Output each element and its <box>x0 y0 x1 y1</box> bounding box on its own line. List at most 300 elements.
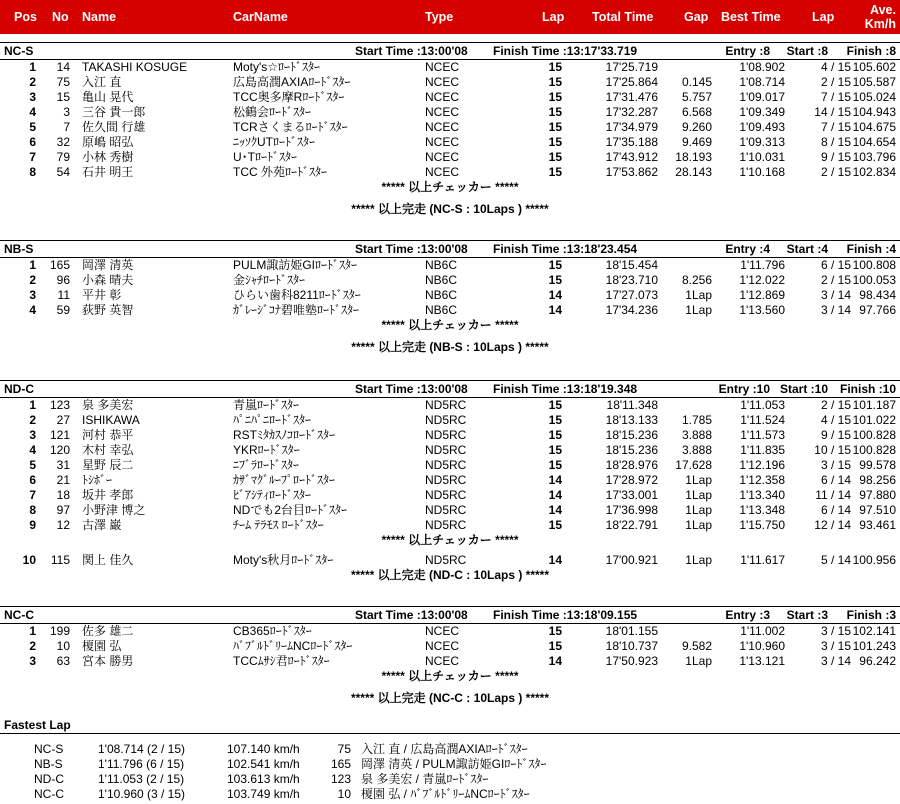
class-header-bar <box>0 42 900 60</box>
cell-lapof: 8 / 15 <box>820 135 851 149</box>
cell-best: 1'12.358 <box>739 473 785 487</box>
cell-kmh: 104.654 <box>852 135 896 149</box>
finish-time: Finish Time :13:18'23.454 <box>493 242 638 256</box>
fastest-speed: 107.140 km/h <box>227 742 300 756</box>
result-row <box>0 624 900 639</box>
cell-best: 1'11.053 <box>740 398 785 412</box>
cell-name: 小森 晴夫 <box>82 273 134 287</box>
cell-pos: 3 <box>29 428 36 442</box>
cell-type: NB6C <box>425 258 458 272</box>
cell-no: 32 <box>56 135 70 149</box>
header-gap: Gap <box>684 10 709 24</box>
cell-type: NCEC <box>425 639 460 653</box>
entry-count: Entry :8 <box>725 44 770 58</box>
cell-no: 96 <box>56 273 70 287</box>
cell-pos: 7 <box>29 150 36 164</box>
cell-gap: 0.145 <box>681 75 712 89</box>
cell-total: 17'53.862 <box>605 165 658 179</box>
cell-kmh: 102.834 <box>852 165 896 179</box>
cell-type: NCEC <box>425 75 460 89</box>
cell-total: 17'28.972 <box>605 473 658 487</box>
cell-total: 18'22.791 <box>605 518 658 532</box>
fastest-time: 1'08.714 (2 / 15) <box>98 742 186 756</box>
result-row <box>0 553 900 568</box>
cell-best: 1'11.835 <box>740 443 785 457</box>
cell-lapof: 7 / 15 <box>820 90 851 104</box>
cell-lap: 14 <box>548 473 562 487</box>
cell-no: 63 <box>56 654 70 668</box>
cell-no: 27 <box>56 413 70 427</box>
cell-lap: 14 <box>548 654 562 668</box>
class-name: ND-C <box>4 382 34 396</box>
start-time: Start Time :13:00'08 <box>355 608 468 622</box>
cell-name: 平井 彰 <box>82 288 122 302</box>
cell-name: 佐多 雄二 <box>82 624 134 638</box>
cell-pos: 4 <box>29 105 36 119</box>
cell-total: 17'25.864 <box>605 75 658 89</box>
cell-total: 18'01.155 <box>605 624 658 638</box>
cell-car: CB365ﾛｰﾄﾞｽﾀｰ <box>233 624 312 638</box>
cell-total: 18'11.348 <box>606 398 658 412</box>
fastest-driver: 榎園 弘 / ﾊﾞﾌﾞﾙﾄﾞﾘｰﾑNCﾛｰﾄﾞｽﾀｰ <box>361 787 530 801</box>
fastest-time: 1'11.796 (6 / 15) <box>98 757 185 771</box>
class-header-bar <box>0 606 900 624</box>
cell-type: NCEC <box>425 120 460 134</box>
cell-best: 1'09.349 <box>739 105 785 119</box>
fastest-car-no: 75 <box>337 742 351 756</box>
finish-count: Finish :8 <box>846 44 896 58</box>
cell-car: ﾁｰﾑ ﾃﾗﾓｽ ﾛｰﾄﾞｽﾀｰ <box>233 518 324 532</box>
cell-total: 17'25.719 <box>605 60 658 74</box>
start-time: Start Time :13:00'08 <box>355 382 468 396</box>
cell-lapof: 14 / 15 <box>814 105 851 119</box>
cell-lap: 15 <box>548 624 562 638</box>
cell-pos: 5 <box>29 458 36 472</box>
header-total: Total Time <box>592 10 654 24</box>
cell-lapof: 3 / 14 <box>820 654 851 668</box>
cell-name: 小林 秀樹 <box>82 150 134 164</box>
cell-car: YKRﾛｰﾄﾞｽﾀｰ <box>233 443 300 457</box>
cell-no: 10 <box>56 639 70 653</box>
cell-car: ｶｻﾞﾏｸﾞﾙｰﾌﾟﾛｰﾄﾞｽﾀｰ <box>233 473 336 487</box>
cell-lap: 15 <box>548 150 562 164</box>
cell-lapof: 3 / 14 <box>820 288 851 302</box>
cell-pos: 1 <box>29 398 36 412</box>
cell-lap: 15 <box>548 518 562 532</box>
fastest-car-no: 123 <box>331 772 352 786</box>
start-count: Start :4 <box>786 242 828 256</box>
cell-kmh: 104.943 <box>852 105 896 119</box>
cell-lapof: 12 / 14 <box>814 518 851 532</box>
cell-name: 榎園 弘 <box>82 639 122 653</box>
fastest-lap-row <box>0 787 900 802</box>
cell-no: 123 <box>49 398 70 412</box>
result-row <box>0 443 900 458</box>
cell-no: 54 <box>56 165 70 179</box>
header-type: Type <box>425 10 454 24</box>
cell-lap: 14 <box>548 303 562 317</box>
cell-no: 7 <box>63 120 70 134</box>
cell-car: ﾋﾞｱｼﾃｨﾛｰﾄﾞｽﾀｰ <box>233 488 312 502</box>
finish-time: Finish Time :13:17'33.719 <box>493 44 638 58</box>
cell-lap: 15 <box>548 135 562 149</box>
cell-pos: 2 <box>29 639 36 653</box>
start-time: Start Time :13:00'08 <box>355 242 468 256</box>
cell-type: NCEC <box>425 105 460 119</box>
cell-no: 75 <box>56 75 70 89</box>
cell-lapof: 2 / 15 <box>820 398 851 412</box>
cell-type: NCEC <box>425 60 460 74</box>
cell-lapof: 4 / 15 <box>820 413 851 427</box>
cell-car: U･Tﾛｰﾄﾞｽﾀｰ <box>233 150 297 164</box>
result-row <box>0 105 900 120</box>
cell-kmh: 96.242 <box>859 654 896 668</box>
cell-car: NDでも2台目ﾛｰﾄﾞｽﾀｰ <box>233 503 348 517</box>
cell-car: 松鶴会ﾛｰﾄﾞｽﾀｰ <box>233 105 312 119</box>
cell-kmh: 103.796 <box>852 150 896 164</box>
cell-lapof: 3 / 15 <box>820 624 851 638</box>
header-lap: Lap <box>542 10 565 24</box>
cell-kmh: 102.141 <box>852 624 896 638</box>
cell-kmh: 99.578 <box>859 458 896 472</box>
header-ave <box>858 3 896 31</box>
cell-no: 59 <box>56 303 70 317</box>
cell-name: 小野津 博之 <box>82 503 146 517</box>
cell-best: 1'13.121 <box>739 654 785 668</box>
cell-type: ND5RC <box>425 443 467 457</box>
cell-type: ND5RC <box>425 428 467 442</box>
cell-lap: 15 <box>548 60 562 74</box>
class-header-bar <box>0 240 900 258</box>
cell-gap: 3.888 <box>681 443 712 457</box>
cell-best: 1'12.869 <box>739 288 785 302</box>
cell-pos: 8 <box>29 165 36 179</box>
entry-count: Entry :10 <box>718 382 770 396</box>
cell-name: 三谷 貴一郎 <box>82 105 146 119</box>
cell-total: 17'34.236 <box>605 303 658 317</box>
cell-gap: 1.785 <box>681 413 712 427</box>
cell-type: NCEC <box>425 654 460 668</box>
cell-lap: 15 <box>548 639 562 653</box>
cell-type: NCEC <box>425 624 460 638</box>
cell-total: 17'00.921 <box>605 553 658 567</box>
cell-best: 1'13.560 <box>739 303 785 317</box>
finish-time: Finish Time :13:18'09.155 <box>493 608 638 622</box>
complete-note: ***** 以上完走 (ND-C : 10Laps ) ***** <box>350 568 550 582</box>
cell-gap: 8.256 <box>681 273 712 287</box>
cell-type: ND5RC <box>425 458 467 472</box>
cell-total: 17'33.001 <box>605 488 658 502</box>
cell-best: 1'11.796 <box>740 258 785 272</box>
checker-note: ***** 以上チェッカー ***** <box>381 669 519 683</box>
result-row <box>0 258 900 273</box>
cell-lapof: 3 / 14 <box>820 303 851 317</box>
result-row <box>0 60 900 75</box>
cell-total: 17'27.073 <box>605 288 658 302</box>
cell-best: 1'12.196 <box>739 458 785 472</box>
result-row <box>0 503 900 518</box>
fastest-time: 1'11.053 (2 / 15) <box>98 772 185 786</box>
cell-pos: 6 <box>29 473 36 487</box>
cell-best: 1'15.750 <box>739 518 785 532</box>
fastest-car-no: 165 <box>331 757 352 771</box>
cell-car: TCCﾑｻｼ君ﾛｰﾄﾞｽﾀｰ <box>233 654 330 668</box>
cell-lap: 15 <box>548 75 562 89</box>
result-row <box>0 288 900 303</box>
results-header <box>0 0 900 34</box>
result-row <box>0 273 900 288</box>
cell-lapof: 10 / 15 <box>814 443 851 457</box>
result-row <box>0 639 900 654</box>
cell-gap: 28.143 <box>675 165 712 179</box>
cell-no: 12 <box>56 518 70 532</box>
cell-car: ﾆﾌﾞﾗﾛｰﾄﾞｽﾀｰ <box>233 458 300 472</box>
entry-count: Entry :3 <box>725 608 770 622</box>
cell-car: Moty's☆ﾛｰﾄﾞｽﾀｰ <box>233 60 321 74</box>
class-name: NC-C <box>4 608 34 622</box>
cell-total: 18'15.454 <box>605 258 658 272</box>
finish-time: Finish Time :13:18'19.348 <box>493 382 638 396</box>
cell-lap: 14 <box>548 288 562 302</box>
cell-best: 1'09.017 <box>739 90 785 104</box>
cell-name: 入江 直 <box>82 75 122 89</box>
cell-lap: 15 <box>548 165 562 179</box>
result-row <box>0 473 900 488</box>
cell-pos: 3 <box>29 90 36 104</box>
result-row <box>0 518 900 533</box>
cell-pos: 4 <box>29 303 36 317</box>
cell-no: 18 <box>56 488 70 502</box>
cell-gap: 1Lap <box>685 288 712 302</box>
cell-name: 河村 恭平 <box>82 428 134 442</box>
start-count: Start :3 <box>786 608 828 622</box>
cell-gap: 9.582 <box>681 639 712 653</box>
class-name: NB-S <box>4 242 34 256</box>
cell-kmh: 100.956 <box>852 553 896 567</box>
cell-best: 1'10.031 <box>739 150 785 164</box>
cell-name: 星野 辰二 <box>82 458 134 472</box>
cell-best: 1'11.617 <box>740 553 785 567</box>
cell-lapof: 6 / 14 <box>820 503 851 517</box>
result-row <box>0 165 900 180</box>
cell-name: 岡澤 清英 <box>82 258 134 272</box>
cell-total: 18'23.710 <box>605 273 658 287</box>
checker-note: ***** 以上チェッカー ***** <box>381 180 519 194</box>
result-row <box>0 120 900 135</box>
cell-total: 18'13.133 <box>605 413 658 427</box>
header-best: Best Time <box>721 10 781 24</box>
cell-pos: 10 <box>22 553 36 567</box>
cell-lap: 15 <box>548 120 562 134</box>
cell-no: 14 <box>56 60 70 74</box>
result-row <box>0 90 900 105</box>
cell-name: TAKASHI KOSUGE <box>82 60 188 74</box>
result-row <box>0 398 900 413</box>
cell-best: 1'11.524 <box>740 413 785 427</box>
cell-lap: 15 <box>548 273 562 287</box>
cell-kmh: 97.880 <box>859 488 896 502</box>
result-row <box>0 135 900 150</box>
cell-car: 金ｼｬﾁﾛｰﾄﾞｽﾀｰ <box>233 273 306 287</box>
cell-type: ND5RC <box>425 553 467 567</box>
cell-no: 199 <box>49 624 70 638</box>
cell-kmh: 105.024 <box>852 90 896 104</box>
cell-kmh: 100.808 <box>852 258 896 272</box>
cell-name: ﾄｼﾎﾞｰ <box>82 473 113 487</box>
cell-car: ひらい歯科8211ﾛｰﾄﾞｽﾀｰ <box>233 288 361 302</box>
cell-no: 79 <box>56 150 70 164</box>
cell-lap: 15 <box>548 443 562 457</box>
cell-lapof: 9 / 15 <box>820 428 851 442</box>
cell-total: 17'35.188 <box>605 135 658 149</box>
checker-note: ***** 以上チェッカー ***** <box>381 318 519 332</box>
cell-kmh: 97.766 <box>859 303 896 317</box>
cell-best: 1'10.960 <box>739 639 785 653</box>
complete-note: ***** 以上完走 (NB-S : 10Laps ) ***** <box>351 340 549 354</box>
cell-kmh: 98.434 <box>859 288 896 302</box>
cell-pos: 2 <box>29 413 36 427</box>
cell-car: ﾊﾞﾌﾞﾙﾄﾞﾘｰﾑNCﾛｰﾄﾞｽﾀｰ <box>233 639 353 653</box>
start-time: Start Time :13:00'08 <box>355 44 468 58</box>
cell-name: 坂井 孝郎 <box>82 488 134 502</box>
fastest-lap-title: Fastest Lap <box>4 718 71 732</box>
cell-lapof: 4 / 15 <box>820 60 851 74</box>
cell-kmh: 104.675 <box>852 120 896 134</box>
result-row <box>0 428 900 443</box>
cell-lapof: 9 / 15 <box>820 150 851 164</box>
cell-kmh: 100.053 <box>852 273 896 287</box>
fastest-driver: 岡澤 清英 / PULM諏訪姫GIﾛｰﾄﾞｽﾀｰ <box>361 757 547 771</box>
cell-best: 1'09.493 <box>739 120 785 134</box>
cell-best: 1'13.348 <box>739 503 785 517</box>
cell-pos: 2 <box>29 75 36 89</box>
result-row <box>0 654 900 669</box>
fastest-car-no: 10 <box>337 787 351 801</box>
cell-no: 121 <box>49 428 70 442</box>
cell-name: 泉 多美宏 <box>82 398 134 412</box>
header-pos: Pos <box>14 10 37 24</box>
cell-gap: 1Lap <box>685 303 712 317</box>
cell-best: 1'08.714 <box>739 75 785 89</box>
finish-count: Finish :4 <box>846 242 896 256</box>
header-lap2: Lap <box>812 10 835 24</box>
cell-no: 97 <box>56 503 70 517</box>
header-carname: CarName <box>233 10 288 24</box>
cell-name: 宮本 勝男 <box>82 654 134 668</box>
cell-gap: 17.628 <box>675 458 712 472</box>
fastest-lap-row <box>0 757 900 772</box>
cell-lap: 15 <box>548 398 562 412</box>
cell-type: NCEC <box>425 150 460 164</box>
cell-lapof: 2 / 15 <box>820 165 851 179</box>
header-name: Name <box>82 10 117 24</box>
cell-lapof: 5 / 14 <box>820 553 851 567</box>
cell-no: 11 <box>57 288 70 302</box>
cell-kmh: 101.243 <box>852 639 896 653</box>
cell-gap: 1Lap <box>685 473 712 487</box>
cell-lapof: 2 / 15 <box>820 273 851 287</box>
cell-gap: 9.260 <box>681 120 712 134</box>
cell-no: 15 <box>56 90 70 104</box>
result-row <box>0 150 900 165</box>
cell-kmh: 105.587 <box>852 75 896 89</box>
cell-lap: 15 <box>548 413 562 427</box>
cell-name: 古澤 巌 <box>82 518 122 532</box>
cell-gap: 3.888 <box>681 428 712 442</box>
cell-lapof: 11 / 14 <box>815 488 851 502</box>
cell-type: ND5RC <box>425 518 467 532</box>
cell-gap: 9.469 <box>681 135 712 149</box>
cell-pos: 4 <box>29 443 36 457</box>
cell-gap: 1Lap <box>685 654 712 668</box>
cell-name: 佐久間 行雄 <box>82 120 146 134</box>
cell-type: ND5RC <box>425 488 467 502</box>
cell-lap: 14 <box>548 488 562 502</box>
cell-name: 亀山 晃代 <box>82 90 134 104</box>
cell-kmh: 98.256 <box>859 473 896 487</box>
cell-gap: 6.568 <box>681 105 712 119</box>
cell-no: 31 <box>56 458 70 472</box>
cell-car: TCRさくまるﾛｰﾄﾞｽﾀｰ <box>233 120 348 134</box>
cell-lapof: 3 / 15 <box>820 639 851 653</box>
cell-type: NCEC <box>425 90 460 104</box>
cell-car: PULM諏訪姫GIﾛｰﾄﾞｽﾀｰ <box>233 258 358 272</box>
cell-pos: 3 <box>29 288 36 302</box>
start-count: Start :8 <box>786 44 828 58</box>
cell-pos: 2 <box>29 273 36 287</box>
entry-count: Entry :4 <box>725 242 770 256</box>
header-no: No <box>52 10 69 24</box>
fastest-speed: 102.541 km/h <box>227 757 300 771</box>
cell-name: 荻野 英智 <box>82 303 134 317</box>
cell-lapof: 2 / 15 <box>820 75 851 89</box>
cell-type: NB6C <box>425 273 458 287</box>
cell-best: 1'08.902 <box>739 60 785 74</box>
fastest-time: 1'10.960 (3 / 15) <box>98 787 186 801</box>
cell-pos: 1 <box>29 258 36 272</box>
cell-car: ｶﾞﾚｰｼﾞｺﾅ碧唯塾ﾛｰﾄﾞｽﾀｰ <box>233 303 360 317</box>
class-header-bar <box>0 380 900 398</box>
result-row <box>0 303 900 318</box>
cell-name: 関上 佳久 <box>82 553 134 567</box>
cell-gap: 1Lap <box>685 553 712 567</box>
cell-gap: 1Lap <box>685 503 712 517</box>
cell-type: ND5RC <box>425 503 467 517</box>
header-ave-label: Ave. <box>870 3 896 17</box>
cell-pos: 6 <box>29 135 36 149</box>
cell-lapof: 6 / 15 <box>820 258 851 272</box>
cell-total: 17'32.287 <box>605 105 658 119</box>
cell-lap: 15 <box>548 105 562 119</box>
result-row <box>0 488 900 503</box>
cell-gap: 18.193 <box>675 150 712 164</box>
cell-best: 1'10.168 <box>739 165 785 179</box>
cell-pos: 3 <box>29 654 36 668</box>
cell-best: 1'13.340 <box>739 488 785 502</box>
cell-lap: 15 <box>548 458 562 472</box>
complete-note: ***** 以上完走 (NC-C : 10Laps ) ***** <box>350 691 550 705</box>
cell-total: 17'43.912 <box>605 150 658 164</box>
cell-best: 1'11.002 <box>740 624 785 638</box>
cell-kmh: 101.187 <box>852 398 896 412</box>
cell-kmh: 105.602 <box>852 60 896 74</box>
fastest-class: ND-C <box>34 772 64 786</box>
cell-total: 17'31.476 <box>605 90 658 104</box>
fastest-class: NB-S <box>34 757 63 771</box>
fastest-lap-row <box>0 742 900 757</box>
cell-no: 3 <box>63 105 70 119</box>
cell-type: NCEC <box>425 165 460 179</box>
